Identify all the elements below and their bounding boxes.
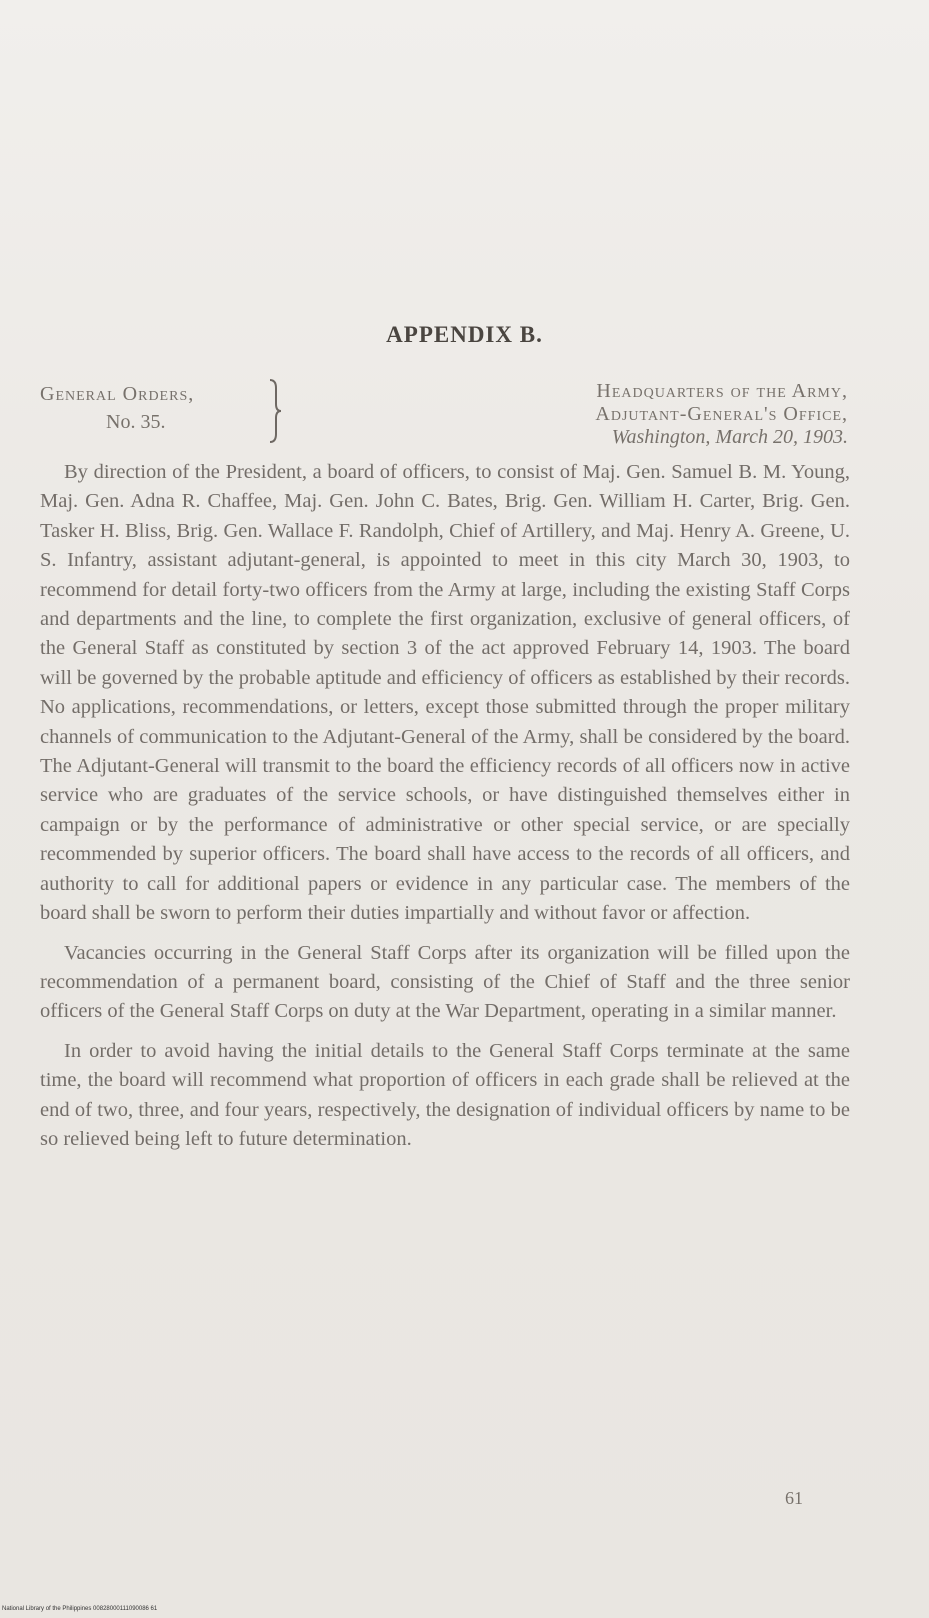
footer-credit: National Library of the Philippines 00828000111090086 61 xyxy=(2,1606,158,1612)
order-body xyxy=(40,458,850,1164)
paragraph-board-appointment: By direction of the President, a board of officers, to consist of Maj. Gen. Samuel B. M. Young, Maj. Gen. Adna R. Chaffee, Maj. Gen. John C. Bates, Brig. Gen. William H. Carter, Brig. Gen. Tasker H. Bliss, Brig. Gen. Wallace F. Randolph, Chief of Artillery, and Maj. Henry A. Greene, U. S. Infantry, assistant adjutant-general, is appointed to meet in this city March 30, 1903, to recommend for detail forty-two officers from the Army at large, including the existing Staff Corps and departments and the line, to complete the first organization, exclusive of general officers, of the General Staff as constituted by section 3 of the act approved February 14, 1903. The board will be governed by the probable aptitude and efficiency of officers as established by their records. No applications, recommendations, or letters, except those submitted through the proper military channels of communication to the Adjutant-General of the Army, shall be considered by the board. The Adjutant-General will transmit to the board the efficiency records of all officers now in active service who are graduates of the service schools, or have distinguished themselves either in campaign or by the performance of administrative or other special service, or are specially recommended by superior officers. The board shall have access to the records of all officers, and authority to call for additional papers or evidence in any particular case. The members of the board shall be sworn to perform their duties impartially and without favor or affection. xyxy=(40,461,850,925)
general-orders-label: General Orders, xyxy=(40,383,195,405)
headquarters-block xyxy=(300,380,848,449)
brace-icon xyxy=(264,378,284,444)
paragraph-initial-details: In order to avoid having the initial details to the General Staff Corps terminate at the same time, the board will recommend what proportion of officers in each grade shall be relieved at the end of two, three, and four years, respectively, the designation of individual officers by name to be so relieved being left to future determination. xyxy=(40,1039,850,1150)
office-line: Adjutant-General's Office, xyxy=(595,403,848,425)
order-number: No. 35. xyxy=(106,411,166,433)
general-orders-block xyxy=(40,380,270,436)
appendix-heading: APPENDIX B. xyxy=(386,322,543,347)
page-number: 61 xyxy=(785,1488,803,1508)
headquarters-line: Headquarters of the Army, xyxy=(596,380,848,402)
paragraph-vacancies: Vacancies occurring in the General Staff Corps after its organization will be filled upon the recommendation of a permanent board, consisting of the Chief of Staff and the three senior officers of the General Staff Corps on duty at the War Department, operating in a similar manner. xyxy=(40,941,850,1023)
place-date-line: Washington, March 20, 1903. xyxy=(611,426,848,448)
